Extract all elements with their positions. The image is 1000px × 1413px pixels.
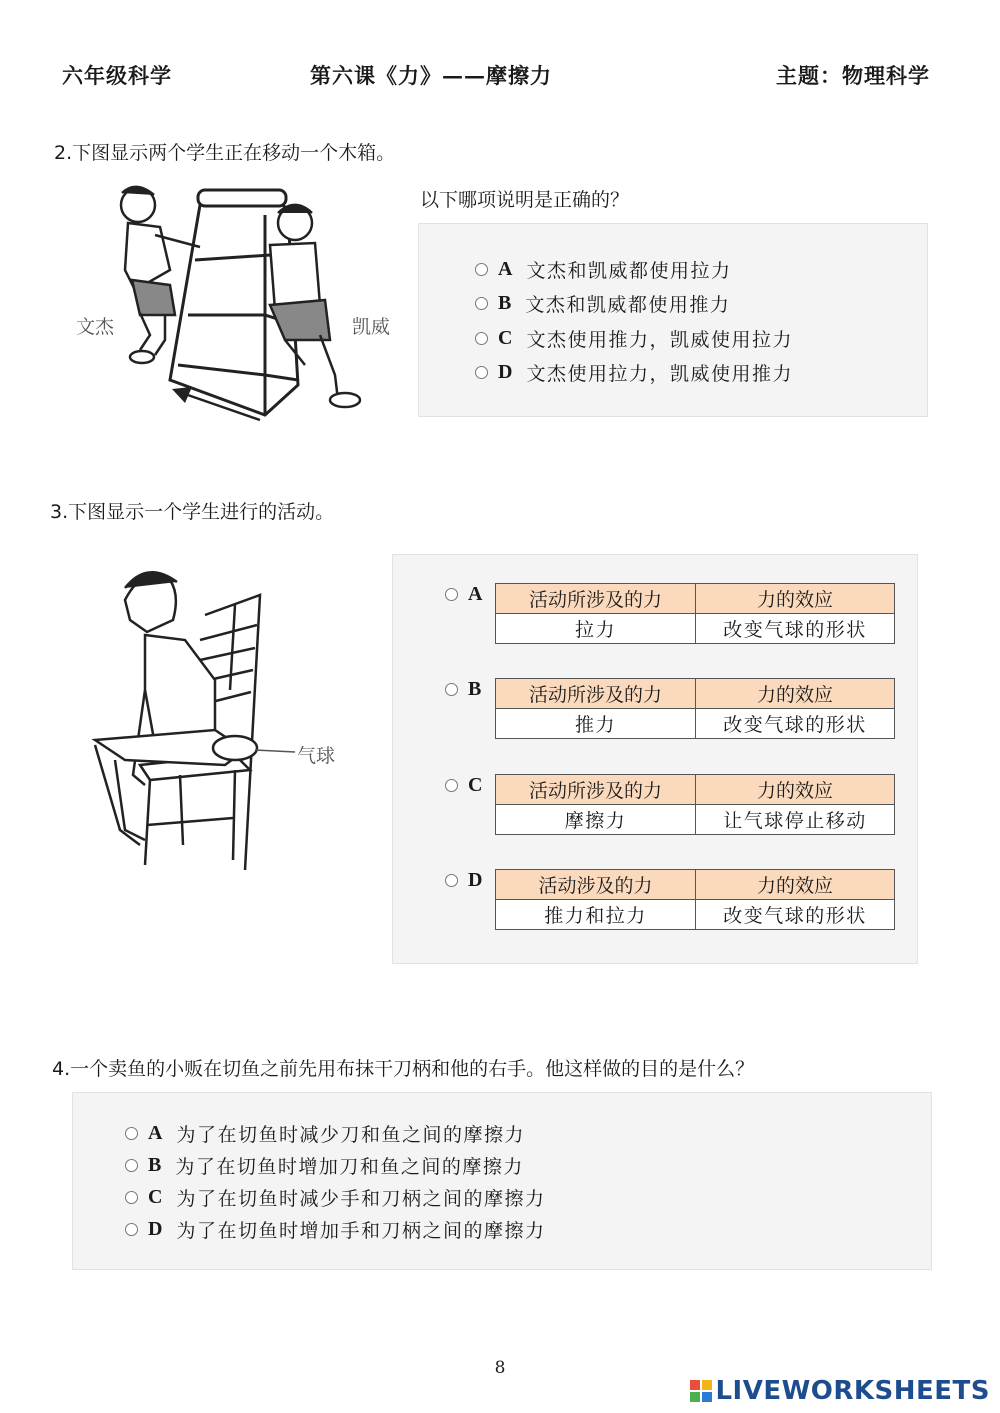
brand-grid-icon (690, 1380, 712, 1402)
q2-option-b[interactable]: B 文杰和凯威都使用推力 (475, 290, 730, 317)
table-header-force: 活动所涉及的力 (496, 775, 696, 805)
radio-icon[interactable] (125, 1159, 138, 1172)
radio-icon[interactable] (475, 263, 488, 276)
table-cell-force: 推力 (496, 709, 696, 739)
header-topic: 主题：物理科学 (776, 63, 930, 88)
q3-option-d-table (495, 869, 895, 930)
q3-option-b-table (495, 678, 895, 739)
balloon-label: 气球 (297, 745, 336, 767)
q3-option-c-table (495, 774, 895, 835)
table-header-effect: 力的效应 (696, 870, 895, 900)
radio-icon[interactable] (475, 297, 488, 310)
balloon-image (213, 736, 257, 760)
q4-option-d[interactable]: D 为了在切鱼时增加手和刀柄之间的摩擦力 (125, 1216, 545, 1243)
table-cell-force: 推力和拉力 (496, 900, 696, 930)
q2-title: 2.下图显示两个学生正在移动一个木箱。 (54, 142, 396, 164)
label-wenjie: 文杰 (76, 316, 115, 338)
table-cell-effect: 让气球停止移动 (696, 805, 895, 835)
q4-options-panel (72, 1092, 932, 1270)
q4-option-b[interactable]: B 为了在切鱼时增加刀和鱼之间的摩擦力 (125, 1152, 524, 1179)
table-header-effect: 力的效应 (696, 775, 895, 805)
q2-option-c[interactable]: C 文杰使用推力，凯威使用拉力 (475, 325, 793, 352)
label-kaiwei: 凯威 (352, 316, 391, 338)
table-header-effect: 力的效应 (696, 679, 895, 709)
radio-icon[interactable] (445, 779, 458, 792)
table-cell-effect: 改变气球的形状 (696, 614, 895, 644)
boy-sitting-image (95, 572, 245, 845)
q2-option-d[interactable]: D 文杰使用拉力，凯威使用推力 (475, 359, 793, 386)
table-cell-force: 摩擦力 (496, 805, 696, 835)
q3-title: 3.下图显示一个学生进行的活动。 (50, 501, 335, 523)
q3-option-a-table (495, 583, 895, 644)
q3-illustration (85, 560, 355, 880)
page-number: 8 (494, 1358, 506, 1378)
radio-icon[interactable] (445, 683, 458, 696)
table-header-force: 活动涉及的力 (496, 870, 696, 900)
header-lesson: 第六课《力》——摩擦力 (310, 63, 552, 88)
table-cell-effect: 改变气球的形状 (696, 900, 895, 930)
q2-option-a[interactable]: A 文杰和凯威都使用拉力 (475, 256, 731, 283)
q4-option-a[interactable]: A 为了在切鱼时减少刀和鱼之间的摩擦力 (125, 1120, 525, 1147)
brand-logo[interactable] (690, 1376, 990, 1406)
table-header-effect: 力的效应 (696, 584, 895, 614)
radio-icon[interactable] (475, 366, 488, 379)
table-cell-force: 拉力 (496, 614, 696, 644)
radio-icon[interactable] (125, 1191, 138, 1204)
table-cell-effect: 改变气球的形状 (696, 709, 895, 739)
q4-option-c[interactable]: C 为了在切鱼时减少手和刀柄之间的摩擦力 (125, 1184, 545, 1211)
q3-option-b[interactable]: B (445, 678, 495, 701)
q3-option-c[interactable]: C (445, 774, 496, 797)
brand-text: LIVEWORKSHEETS (715, 1376, 990, 1406)
q4-title: 4.一个卖鱼的小贩在切鱼之前先用布抹干刀柄和他的右手。他这样做的目的是什么？ (52, 1058, 755, 1080)
header-subject: 六年级科学 (62, 63, 172, 88)
q2-options-panel (418, 223, 928, 417)
radio-icon[interactable] (445, 874, 458, 887)
table-header-force: 活动所涉及的力 (496, 584, 696, 614)
radio-icon[interactable] (445, 588, 458, 601)
q2-illustration (70, 175, 410, 425)
q3-option-d[interactable]: D (445, 869, 496, 892)
table-header-force: 活动所涉及的力 (496, 679, 696, 709)
q3-option-a[interactable]: A (445, 583, 496, 606)
radio-icon[interactable] (475, 332, 488, 345)
radio-icon[interactable] (125, 1127, 138, 1140)
q2-prompt: 以下哪项说明是正确的？ (420, 189, 630, 211)
radio-icon[interactable] (125, 1223, 138, 1236)
